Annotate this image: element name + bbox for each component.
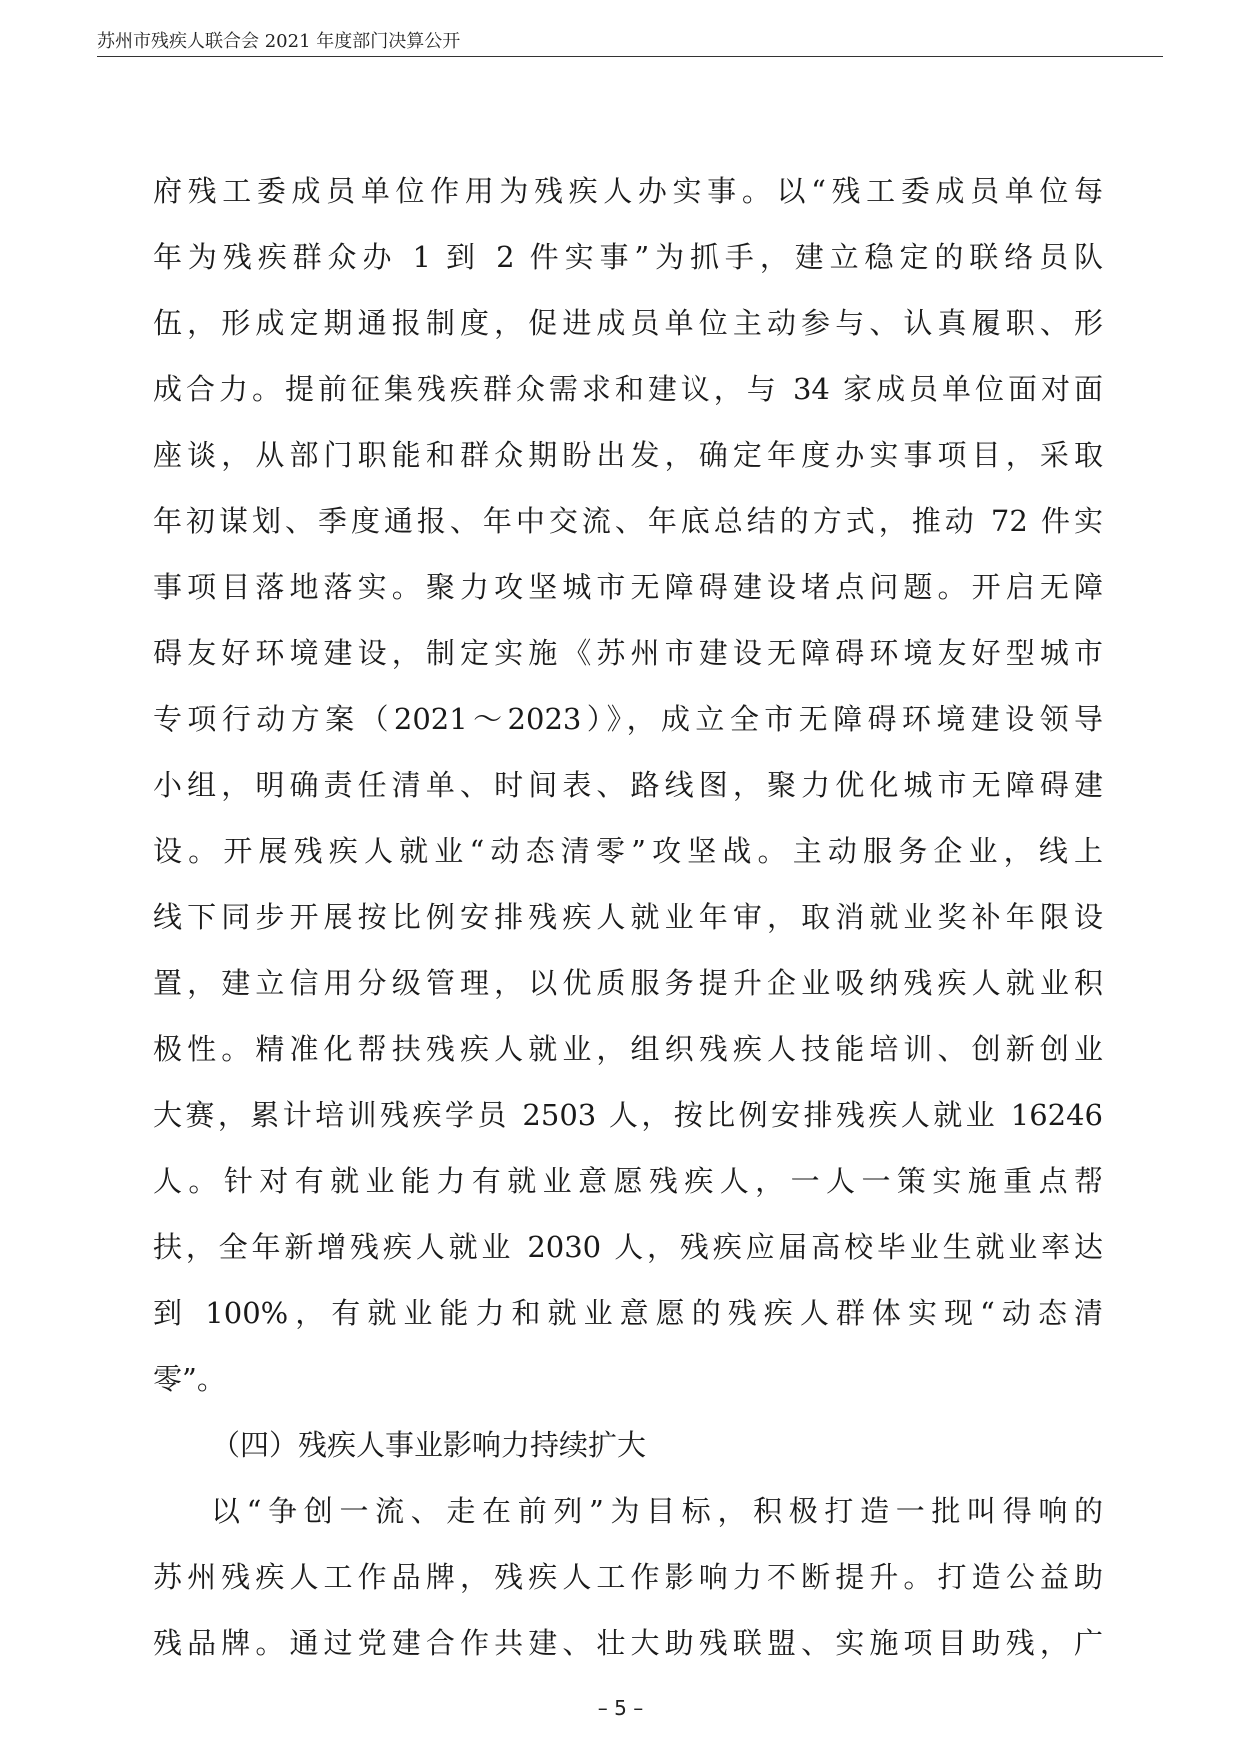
section-heading: （四）残疾人事业影响力持续扩大 [211,1428,647,1462]
text-line: 座谈，从部门职能和群众期盼出发，确定年度办实事项目，采取 [153,438,1103,472]
text-line: 成合力。提前征集残疾群众需求和建议，与 34 家成员单位面对面 [153,372,1103,406]
text-line: 残品牌。通过党建合作共建、壮大助残联盟、实施项目助残，广 [153,1626,1103,1660]
page-number: – 5 – [597,1696,644,1720]
text-line: 零”。 [153,1362,226,1396]
text-line: 大赛，累计培训残疾学员 2503 人，按比例安排残疾人就业 16246 [153,1098,1103,1132]
text-line: 年为残疾群众办 1 到 2 件实事”为抓手，建立稳定的联络员队 [153,240,1103,274]
header-divider [97,56,1163,57]
text-line: 府残工委成员单位作用为残疾人办实事。以“残工委成员单位每 [153,174,1103,208]
text-line: 事项目落地落实。聚力攻坚城市无障碍建设堵点问题。开启无障 [153,570,1103,604]
text-line: 专项行动方案（2021～2023）》，成立全市无障碍环境建设领导 [153,702,1103,736]
text-line: 年初谋划、季度通报、年中交流、年底总结的方式，推动 72 件实 [153,504,1103,538]
text-line: 设。开展残疾人就业“动态清零”攻坚战。主动服务企业，线上 [153,834,1103,868]
text-line: 极性。精准化帮扶残疾人就业，组织残疾人技能培训、创新创业 [153,1032,1103,1066]
text-line: 伍，形成定期通报制度，促进成员单位主动参与、认真履职、形 [153,306,1103,340]
text-line: 小组，明确责任清单、时间表、路线图，聚力优化城市无障碍建 [153,768,1103,802]
page-header-title: 苏州市残疾人联合会 2021 年度部门决算公开 [97,31,461,52]
text-line: 以“争创一流、走在前列”为目标，积极打造一批叫得响的 [211,1494,1103,1528]
text-line: 人。针对有就业能力有就业意愿残疾人，一人一策实施重点帮 [153,1164,1103,1198]
text-line: 置，建立信用分级管理，以优质服务提升企业吸纳残疾人就业积 [153,966,1103,1000]
text-line: 线下同步开展按比例安排残疾人就业年审，取消就业奖补年限设 [153,900,1103,934]
text-line: 扶，全年新增残疾人就业 2030 人，残疾应届高校毕业生就业率达 [153,1230,1103,1264]
text-line: 碍友好环境建设，制定实施《苏州市建设无障碍环境友好型城市 [153,636,1103,670]
document-body [153,158,1103,1676]
text-line: 到 100%，有就业能力和就业意愿的残疾人群体实现“动态清 [153,1296,1103,1330]
text-line: 苏州残疾人工作品牌，残疾人工作影响力不断提升。打造公益助 [153,1560,1103,1594]
